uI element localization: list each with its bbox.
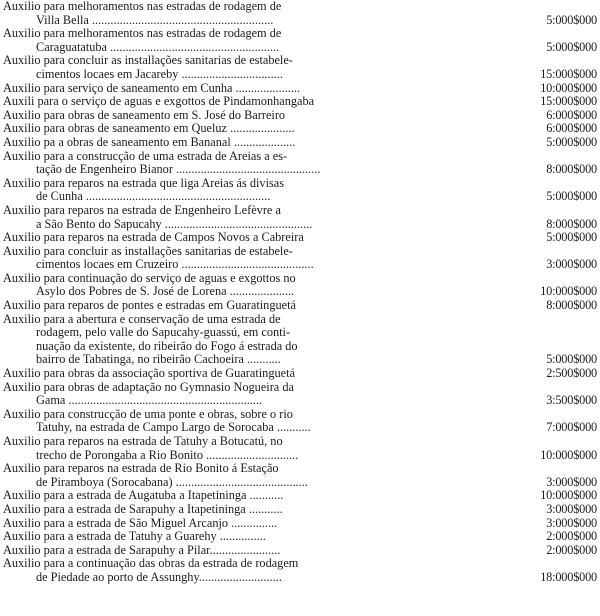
entry-text: de Cunha ............................................................ — [36, 189, 271, 204]
entry-amount: 5:000$000 — [546, 12, 597, 27]
entry-text: Auxilio para reparos na estrada de Rio Bonito á Estação — [3, 461, 279, 476]
appropriation-entry — [0, 95, 600, 109]
appropriation-entry — [0, 381, 600, 408]
entry-text: rodagem, pelo valle do Sapucahy-guassú, em conti- — [36, 325, 291, 340]
entry-text: de Piramboya (Sorocabana) ........................................... — [36, 474, 308, 489]
appropriation-entry — [0, 82, 600, 96]
entry-amount: 18:000$000 — [540, 569, 597, 584]
entry-amount: 5:000$000 — [546, 352, 597, 367]
appropriation-entry — [0, 367, 600, 381]
entry-amount: 10:000$000 — [540, 284, 597, 299]
entry-amount: 5:000$000 — [546, 134, 597, 149]
entry-amount: 3:000$000 — [546, 501, 597, 516]
appropriation-entry — [0, 27, 600, 54]
entry-amount: 8:000$000 — [546, 298, 597, 313]
entry-description-line — [0, 177, 600, 191]
entry-description-line — [0, 122, 600, 136]
entry-description-line — [0, 381, 600, 395]
appropriation-entry — [0, 109, 600, 123]
entry-amount: 3:000$000 — [546, 515, 597, 530]
entry-continuation-line — [0, 190, 600, 204]
entry-description-line — [0, 109, 600, 123]
entry-description-line — [0, 367, 600, 381]
entry-amount: 15:000$000 — [540, 66, 597, 81]
entry-continuation-line — [0, 218, 600, 232]
entry-text: Auxilio para obras da associação sportiva de Guaratinguetá — [3, 366, 295, 381]
entry-amount: 15:000$000 — [540, 94, 597, 109]
entry-text: Auxilio para a estrada de Tatuhy a Guarehy ............... — [3, 529, 266, 544]
entry-amount: 6:000$000 — [546, 107, 597, 122]
entry-text: Auxilio para concluir as installações sanitarias de estabele- — [3, 53, 293, 68]
entry-text: Auxilio para a estrada de Sarapuhy a Itapetininga ........... — [3, 501, 283, 516]
entry-continuation-line — [0, 476, 600, 490]
appropriation-entry — [0, 245, 600, 272]
entry-description-line — [0, 299, 600, 313]
entry-text: Tatuhy, na estrada de Campo Largo de Sorocaba ........... — [36, 420, 311, 435]
entry-description-line — [0, 557, 600, 571]
entry-text: Auxilio para melhoramentos nas estradas de rodagem de — [3, 26, 282, 41]
entry-text: Asylo dos Pobres de S. José de Lorena ..................... — [36, 284, 295, 299]
entry-text: Auxilio para serviço de saneamento em Cunha ..................... — [3, 80, 301, 95]
entry-amount: 8:000$000 — [546, 216, 597, 231]
entry-description-line — [0, 503, 600, 517]
entry-description-line — [0, 136, 600, 150]
appropriation-entry — [0, 557, 600, 584]
entry-text: tação de Engenheiro Bianor ............................................... — [36, 162, 321, 177]
entry-continuation-line — [0, 285, 600, 299]
entry-continuation-line — [0, 353, 600, 367]
entry-continuation-line — [0, 449, 600, 463]
entry-amount: 10:000$000 — [540, 447, 597, 462]
entry-continuation-line — [0, 258, 600, 272]
entry-text: Auxilio para reparos na estrada de Engenheiro Lefèvre a — [3, 202, 281, 217]
entry-text: Auxili para o serviço de aguas e exgottos de Pindamonhangaba — [3, 94, 315, 109]
entry-text: nuação da existente, do ribeirão do Fogo á estrada do — [36, 338, 298, 353]
entry-text: trecho de Porongaba a Rio Bonito .............................. — [36, 447, 299, 462]
entry-description-line — [0, 54, 600, 68]
appropriation-entry — [0, 150, 600, 177]
entry-text: a São Bento do Sapucahy ................................................ — [36, 216, 313, 231]
entry-text: Auxilio para continuação do serviço de aguas e exgottos no — [3, 270, 296, 285]
entry-continuation-line — [0, 41, 600, 55]
entry-amount: 3:500$000 — [546, 393, 597, 408]
entry-description-line — [0, 82, 600, 96]
entry-description-line — [0, 150, 600, 164]
entry-description-line — [0, 272, 600, 286]
entry-amount: 6:000$000 — [546, 121, 597, 136]
entry-description-line — [0, 313, 600, 327]
entry-text: Auxilio para obras de saneamento em Queluz ..................... — [3, 121, 295, 136]
entry-text: Auxilio para concluir as installações sanitarias de estabele- — [3, 243, 293, 258]
entry-continuation-line — [0, 421, 600, 435]
entry-text: Villa Bella ........................................................... — [36, 12, 274, 27]
appropriation-entry — [0, 503, 600, 517]
entry-description-line — [0, 435, 600, 449]
entry-text: Auxilio para reparos na estrada de Tatuhy a Botucatú, no — [3, 434, 283, 448]
entry-amount: 3:000$000 — [546, 257, 597, 272]
entry-description-line — [0, 204, 600, 218]
appropriation-entry — [0, 231, 600, 245]
entry-text: Auxilio para construcção de uma ponte e obras, sobre o rio — [3, 406, 293, 421]
entry-continuation-line — [0, 14, 600, 28]
entry-text: Caraguatatuba ....................................................... — [36, 39, 280, 54]
entry-description-line — [0, 544, 600, 558]
entry-amount: 3:000$000 — [546, 474, 597, 489]
entry-text: Auxilio para reparos na estrada que liga Areias ás divisas — [3, 175, 285, 190]
entry-text: bairro de Tabatinga, no ribeirão Cachoeira ........... — [36, 352, 281, 367]
entry-amount: 10:000$000 — [540, 80, 597, 95]
entry-description-line — [0, 462, 600, 476]
entry-text: Auxilio para obras de adaptação no Gymnasio Nogueira da — [3, 379, 294, 394]
entry-continuation-line — [0, 394, 600, 408]
entry-description-line — [0, 489, 600, 503]
entry-amount: 5:000$000 — [546, 189, 597, 204]
entry-text: cimentos locaes em Cruzeiro ........................................... — [36, 257, 314, 272]
appropriation-entry — [0, 462, 600, 489]
appropriation-entry — [0, 136, 600, 150]
entry-text: Auxilio para obras de saneamento em S. José do Barreiro — [3, 107, 286, 122]
entry-description-line — [0, 245, 600, 259]
entry-amount: 10:000$000 — [540, 488, 597, 503]
entry-text: Auxilio para melhoramentos nas estradas de rodagem de — [3, 0, 282, 13]
appropriation-entry — [0, 299, 600, 313]
entry-text: Auxilio para a estrada de São Miguel Arcanjo ............... — [3, 515, 278, 530]
entry-description-line — [0, 0, 600, 14]
entry-amount: 8:000$000 — [546, 162, 597, 177]
entry-description-line — [0, 517, 600, 531]
entry-description-line — [0, 27, 600, 41]
appropriation-entry — [0, 122, 600, 136]
entry-description-line — [0, 408, 600, 422]
entry-text: Auxilio para a estrada de Sarapuhy a Pilar....................... — [3, 542, 281, 557]
entry-text: Auxilio pa a obras de saneamento em Bananal .................... — [3, 134, 296, 149]
entry-continuation-line — [0, 163, 600, 177]
entry-amount: 7:000$000 — [546, 420, 597, 435]
appropriation-entry — [0, 0, 600, 27]
appropriation-entry — [0, 544, 600, 558]
entry-text: Auxilio para a continuação das obras da estrada de rodagem — [3, 556, 299, 571]
entry-continuation-line — [0, 68, 600, 82]
appropriation-entry — [0, 177, 600, 204]
entry-continuation-line — [0, 326, 600, 340]
appropriation-entry — [0, 204, 600, 231]
entry-description-line — [0, 95, 600, 109]
entry-text: Auxilio para reparos na estrada de Campos Novos a Cabreira — [3, 230, 304, 245]
entry-description-line — [0, 231, 600, 245]
entry-text: Auxilio para reparos de pontes e estradas em Guaratinguetá — [3, 298, 296, 313]
entry-text: Auxilio para a estrada de Augatuba a Itapetininga ........... — [3, 488, 284, 503]
entry-text: Auxilio para a abertura e conservação de uma estrada de — [3, 311, 281, 326]
entry-continuation-line — [0, 571, 600, 585]
appropriation-entry — [0, 530, 600, 544]
entry-amount: 5:000$000 — [546, 230, 597, 245]
entry-amount: 2:000$000 — [546, 542, 597, 557]
appropriation-entry — [0, 408, 600, 435]
entry-continuation-line — [0, 340, 600, 354]
entry-amount: 2:000$000 — [546, 529, 597, 544]
entry-text: Gama ............................................................... — [36, 393, 263, 408]
entry-text: de Piedade ao porto de Assunghy........................... — [36, 569, 282, 584]
appropriation-entry — [0, 489, 600, 503]
entry-amount: 5:000$000 — [546, 39, 597, 54]
entry-description-line — [0, 530, 600, 544]
appropriation-entry — [0, 435, 600, 462]
appropriation-entry — [0, 54, 600, 81]
appropriation-entry — [0, 272, 600, 299]
entry-text: Auxilio para a construcção de uma estrada de Areias a es- — [3, 148, 288, 163]
appropriation-entry — [0, 517, 600, 531]
entry-amount: 2:500$000 — [546, 366, 597, 381]
appropriation-entry — [0, 313, 600, 367]
entry-text: cimentos locaes em Jacareby ................................. — [36, 66, 283, 81]
